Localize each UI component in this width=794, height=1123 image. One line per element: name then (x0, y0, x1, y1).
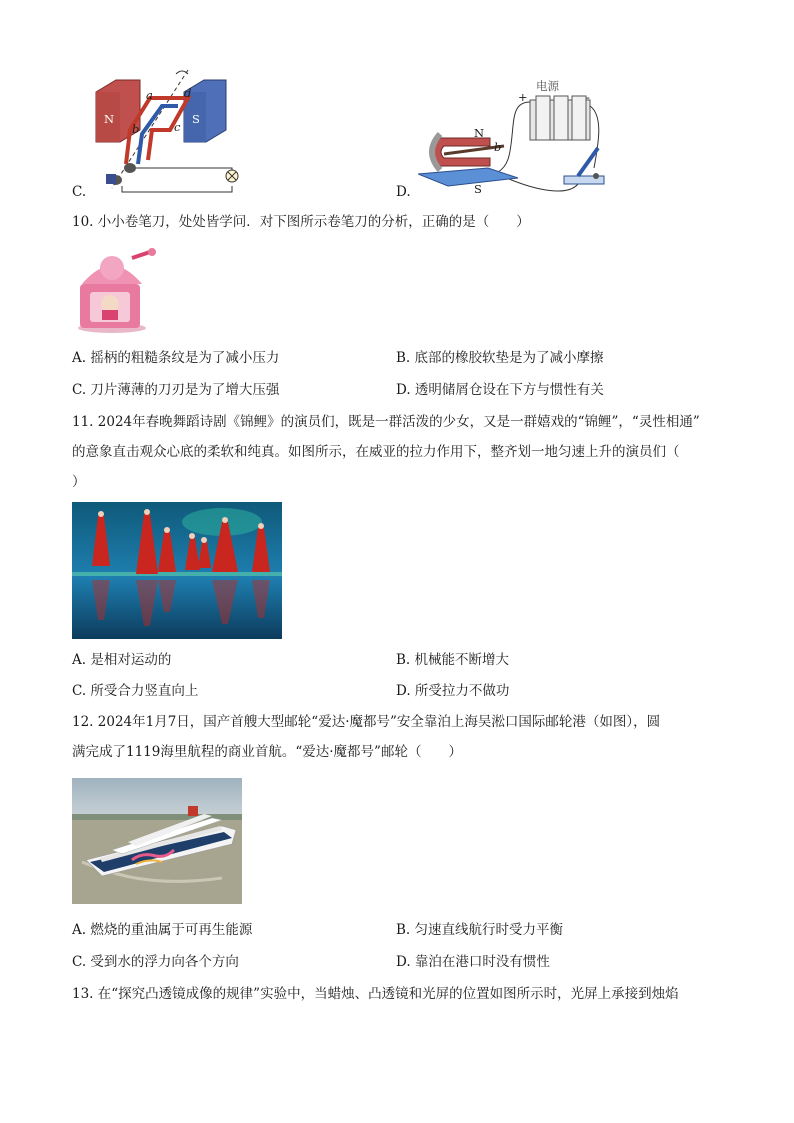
figure-d-motor-circuit (418, 76, 618, 200)
q11-stem-line2: 的意象直击观众心底的柔软和纯真。如图所示，在威亚的拉力作用下，整齐划一地匀速上升的演员们（ (72, 444, 680, 460)
label-n: N (104, 112, 115, 126)
q12-option-b[interactable]: B. 匀速直线航行时受力平衡 (396, 922, 564, 938)
cruise-ship-svg (72, 778, 242, 904)
q12-stem-line2: 满完成了1119海里航程的商业首航。“爱达·魔都号”邮轮（ ） (72, 744, 462, 760)
pencil-sharpener-image (72, 244, 158, 334)
label-plus: + (518, 90, 528, 104)
q11-stem-line3: ） (72, 474, 86, 490)
label-d: d (184, 86, 192, 100)
q12-option-c[interactable]: C. 受到水的浮力向各个方向 (72, 954, 239, 970)
cruise-ship-image (72, 778, 242, 904)
q10-option-b[interactable]: B. 底部的橡胶软垫是为了减小摩擦 (396, 350, 604, 366)
q10-option-c[interactable]: C. 刀片薄薄的刀刃是为了增大压强 (72, 382, 280, 398)
pencil-sharpener-svg (72, 244, 158, 334)
label-b-d: b (494, 140, 502, 154)
q12-option-a[interactable]: A. 燃烧的重油属于可再生能源 (72, 922, 253, 938)
label-power: 电源 (536, 79, 559, 93)
figure-c-coil-magnets (92, 68, 242, 198)
q13-stem-line1: 13. 在“探究凸透镜成像的规律”实验中，当蜡烛、凸透镜和光屏的位置如图所示时，光屏上承接到烛焰 (72, 986, 679, 1002)
label-s-d: S (474, 182, 482, 196)
q11-option-d[interactable]: D. 所受拉力不做功 (396, 683, 510, 699)
label-a: a (146, 88, 153, 102)
jinli-dance-svg (72, 502, 282, 639)
figure-c-svg (92, 68, 242, 198)
label-n-d: N (474, 126, 485, 140)
q12-stem-line1: 12. 2024年1月7日，国产首艘大型邮轮“爱达·魔都号”安全靠泊上海吴淞口国际邮轮港（如图），圆 (72, 714, 661, 730)
figure-d-label: D. (396, 184, 411, 200)
q10-stem: 10. 小小卷笔刀，处处皆学问．对下图所示卷笔刀的分析，正确的是（ ） (72, 214, 530, 230)
q10-option-d[interactable]: D. 透明储屑仓设在下方与惯性有关 (396, 382, 604, 398)
figure-c-label: C. (72, 184, 87, 200)
q11-option-c[interactable]: C. 所受合力竖直向上 (72, 683, 199, 699)
q11-stem-line1: 11. 2024年春晚舞蹈诗剧《锦鲤》的演员们，既是一群活泼的少女，又是一群嬉戏的“锦鲤”，“灵性相通” (72, 414, 700, 430)
label-minus: - (586, 90, 590, 104)
q12-option-d[interactable]: D. 靠泊在港口时没有惯性 (396, 954, 550, 970)
jinli-dance-image (72, 502, 282, 639)
q11-option-b[interactable]: B. 机械能不断增大 (396, 652, 510, 668)
label-s: S (192, 112, 200, 126)
label-c: c (174, 120, 181, 134)
q10-option-a[interactable]: A. 摇柄的粗糙条纹是为了减小压力 (72, 350, 280, 366)
label-b: b (132, 122, 140, 136)
q11-option-a[interactable]: A. 是相对运动的 (72, 652, 172, 668)
